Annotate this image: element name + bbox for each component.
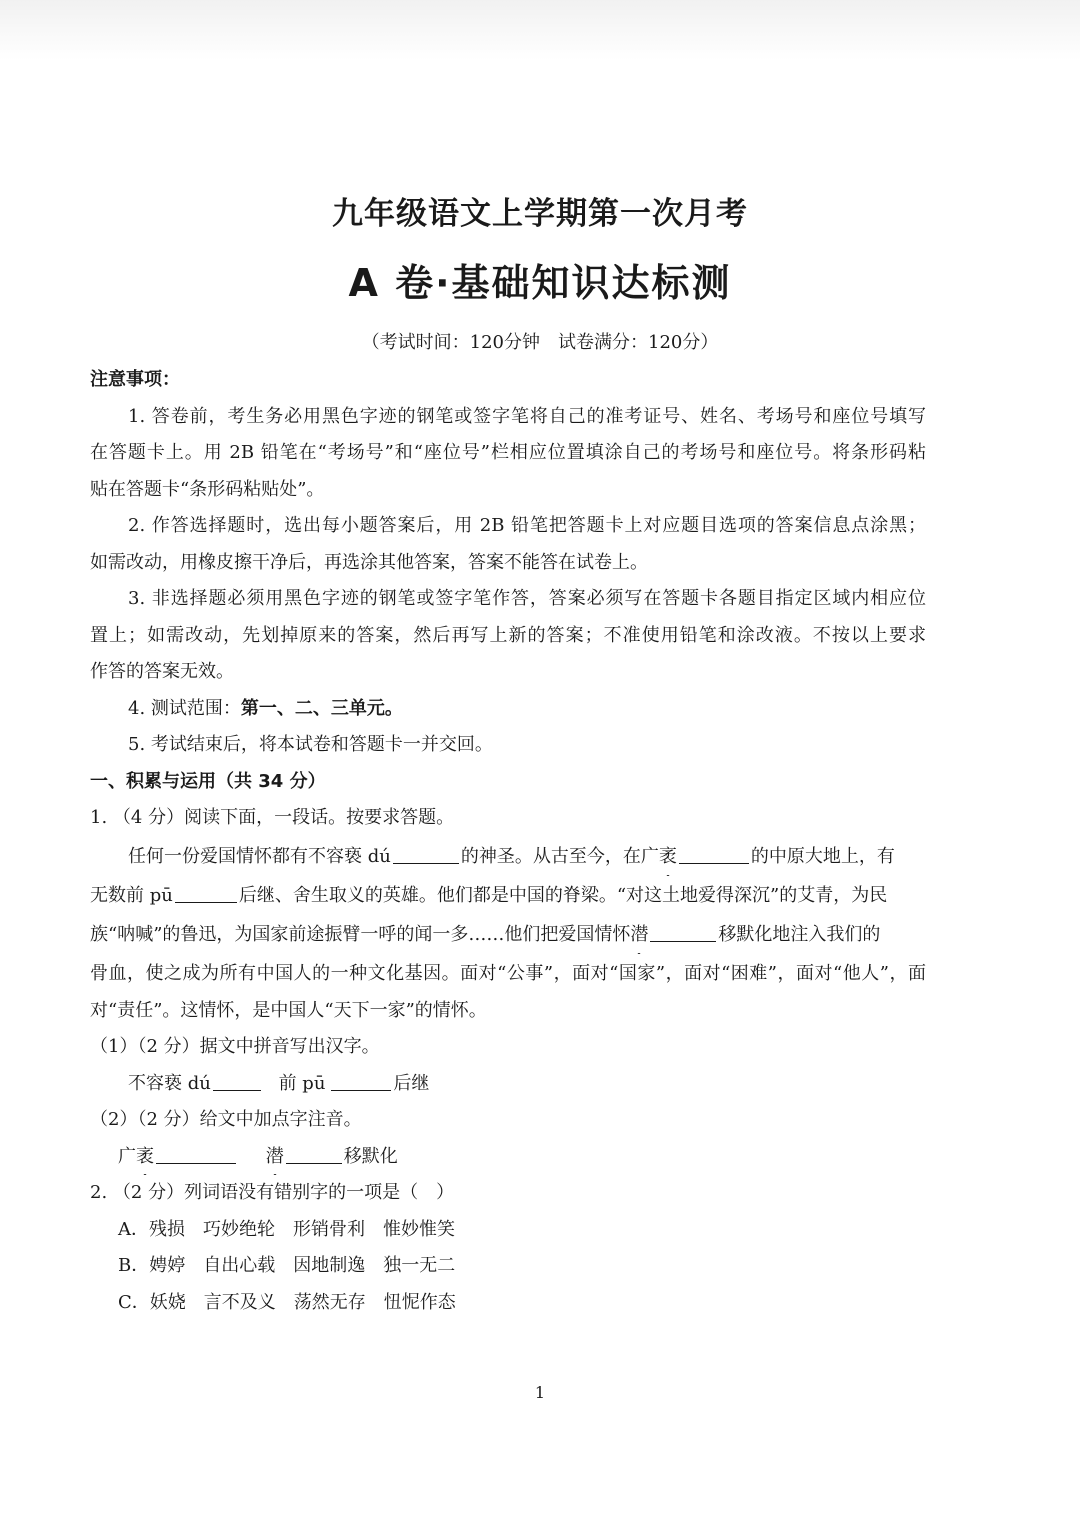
notice-item-4 xyxy=(90,691,926,728)
answer-prompt: 前 pū xyxy=(278,1072,326,1094)
answer-blank xyxy=(393,845,459,864)
question-1-stem: 1. （4 分）阅读下面，一段话。按要求答题。 xyxy=(90,807,455,828)
option-c: C．妖娆 言不及义 荡然无存 忸怩作态 xyxy=(118,1291,456,1313)
notice-item-2-line2: 如需改动，用橡皮擦干净后，再选涂其他答案，答案不能答在试卷上。 xyxy=(90,551,648,573)
passage-text: 的神圣。从古至今，在广 xyxy=(460,845,659,867)
passage-line-1 xyxy=(90,837,926,876)
passage-line-3 xyxy=(90,915,926,954)
notice-item-1-line3: 贴在答题卡“条形码粘贴处”。 xyxy=(90,478,325,500)
notice-item-2-line1: 2. 作答选择题时，选出每小题答案后，用 2B 铅笔把答题卡上对应题目选项的答案信息点涂黑； xyxy=(128,515,926,536)
notice-item-1-line1: 1. 答卷前，考生务必用黑色字迹的钢笔或签字笔将自己的准考证号、姓名、考场号和座位号填写 xyxy=(128,405,926,427)
passage-text: 后继、舍生取义的英雄。他们都是中国的脊梁。“对这土地爱得深沉”的艾青，为民 xyxy=(238,884,888,906)
notice-heading: 注意事项： xyxy=(90,369,180,390)
option-a: A．残损 巧妙绝轮 形销骨利 惟妙惟笑 xyxy=(118,1218,455,1240)
section-heading: 一、积累与运用（共 34 分） xyxy=(90,770,326,792)
answer-prompt: 后继 xyxy=(393,1072,430,1094)
answer-blank xyxy=(286,1145,342,1164)
notice-item-3-line3: 作答的答案无效。 xyxy=(90,661,234,682)
passage-line-2 xyxy=(90,876,926,915)
passage-line-5: 对“责任”。这情怀，是中国人“天下一家”的情怀。 xyxy=(90,999,487,1021)
notice-item-3-line2: 置上；如需改动，先划掉原来的答案，然后再写上新的答案；不准使用铅笔和涂改液。不按以上要求 xyxy=(90,624,926,646)
notice-item-4-prefix: 4. 测试范围： xyxy=(128,697,241,719)
passage-text: 移默化地注入我们的 xyxy=(718,923,881,945)
question-2-stem: 2. （2 分）列词语没有错别字的一项是（ ） xyxy=(90,1182,455,1203)
passage-text: 的中原大地上，有 xyxy=(750,845,895,867)
answer-blank xyxy=(679,845,749,864)
dotted-char: 袤 xyxy=(659,837,677,876)
option-b: B．娉婷 自出心载 因地制逸 独一无二 xyxy=(118,1255,456,1276)
sub-question-1: （1）（2 分）据文中拼音写出汉字。 xyxy=(90,1036,380,1057)
answer-prompt: 不容亵 dú xyxy=(128,1072,211,1094)
notice-item-1-line2: 在答题卡上。用 2B 铅笔在“考场号”和“座位号”栏相应位置填涂自己的考场号和座位号。将条形码粘 xyxy=(90,442,926,463)
dotted-char: 袤 xyxy=(136,1139,154,1176)
notice-item-5: 5. 考试结束后，将本试卷和答题卡一并交回。 xyxy=(128,734,493,755)
answer-blank xyxy=(213,1072,261,1091)
exam-subtitle: A 卷·基础知识达标测 xyxy=(348,261,732,305)
exam-info: （考试时间：120分钟 试卷满分：120分） xyxy=(361,332,719,353)
exam-title: 九年级语文上学期第一次月考 xyxy=(332,196,748,232)
notice-item-3-line1: 3. 非选择题必须用黑色字迹的钢笔或签字笔作答，答案必须写在答题卡各题目指定区域内相应位 xyxy=(128,588,926,609)
exam-content xyxy=(90,362,926,1321)
notice-item-4-scope: 第一、二、三单元。 xyxy=(240,697,403,719)
answer-blank xyxy=(175,884,237,903)
answer-prompt: 移默化 xyxy=(343,1145,398,1167)
page-number: 1 xyxy=(534,1383,546,1402)
answer-blank xyxy=(650,923,716,942)
sub-question-1-answer xyxy=(90,1066,926,1103)
sub-question-2: （2）（2 分）给文中加点字注音。 xyxy=(90,1109,362,1130)
scan-shadow xyxy=(0,0,1080,60)
passage-text: 无数前 pū xyxy=(90,884,173,906)
answer-blank xyxy=(156,1145,236,1164)
dotted-char: 潜 xyxy=(630,915,648,954)
passage-text: 任何一份爱国情怀都有不容亵 dú xyxy=(128,845,391,867)
passage-text: 族“呐喊”的鲁迅，为国家前途振臂一呼的闻一多……他们把爱国情怀 xyxy=(90,923,631,945)
answer-prompt: 广 xyxy=(118,1145,136,1167)
answer-blank xyxy=(331,1072,391,1091)
dotted-char: 潜 xyxy=(266,1139,284,1176)
sub-question-2-answer xyxy=(90,1139,926,1176)
passage-line-4: 骨血，使之成为所有中国人的一种文化基因。面对“公事”，面对“国家”，面对“困难”，面对“他人”，面 xyxy=(90,962,926,984)
